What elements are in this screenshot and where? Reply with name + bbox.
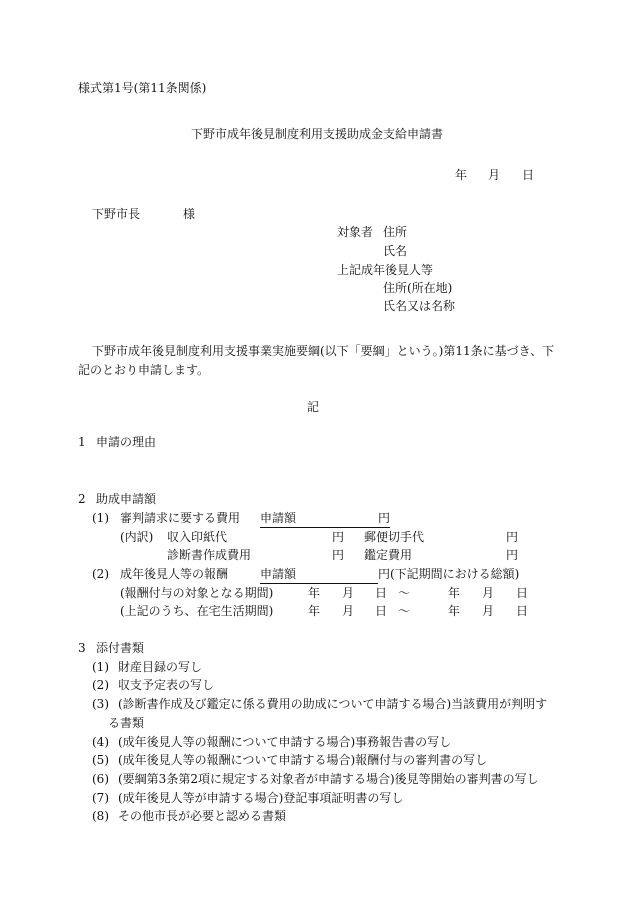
- intro-line-2: 記のとおり申請します。: [78, 363, 210, 377]
- item-1-number: (1): [92, 511, 109, 525]
- item-1-yen: 円: [378, 511, 391, 525]
- period-1-label: (報酬付与の対象となる期間): [120, 586, 274, 600]
- subject-label: 対象者: [337, 225, 374, 239]
- section-2-number: 2: [78, 492, 86, 506]
- item-2-yen-note: 円(下記期間における総額): [378, 567, 520, 581]
- attachment-8-number: (8): [92, 809, 109, 823]
- period-1-start-year: 年: [308, 586, 321, 600]
- intro-line-1: 下野市成年後見制度利用支援事業実施要綱(以下「要綱」という。)第11条に基づき、下: [92, 344, 555, 358]
- attachment-4-number: (4): [92, 735, 109, 749]
- postage-label: 郵便切手代: [364, 530, 425, 544]
- guardian-label: 上記成年後見人等: [337, 263, 434, 277]
- attachment-2-text: 収支予定表の写し: [118, 678, 215, 692]
- subject-address-label: 住所: [383, 225, 408, 239]
- period-1-end-year: 年: [448, 586, 461, 600]
- postage-yen: 円: [506, 530, 519, 544]
- period-1-tilde: 〜: [398, 586, 411, 600]
- addressee-honorific: 様: [183, 207, 196, 221]
- subject-name-label: 氏名: [383, 244, 408, 258]
- period-2-start-day: 日: [375, 604, 388, 618]
- section-3-number: 3: [78, 641, 86, 655]
- attachment-1-text: 財産目録の写し: [118, 660, 203, 674]
- date-year: 年: [455, 168, 468, 182]
- attachment-3-text: (診断書作成及び鑑定に係る費用の助成について申請する場合)当該費用が判明す: [118, 697, 548, 711]
- section-2-heading: 助成申請額: [96, 492, 157, 506]
- attachment-3-number: (3): [92, 697, 109, 711]
- guardian-name-label: 氏名又は名称: [383, 299, 456, 313]
- stamp-label: 収入印紙代: [167, 530, 228, 544]
- period-2-start-month: 月: [342, 604, 355, 618]
- form-number: 様式第1号(第11条関係): [78, 81, 207, 95]
- attachment-3-text-cont: る書類: [108, 716, 145, 730]
- period-1-end-day: 日: [516, 586, 529, 600]
- period-2-end-year: 年: [448, 604, 461, 618]
- period-2-tilde: 〜: [398, 604, 411, 618]
- item-2-amount-label: 申請額: [260, 566, 378, 584]
- attachment-6-number: (6): [92, 772, 109, 786]
- attachment-4-text: (成年後見人等の報酬について申請する場合)事務報告書の写し: [118, 735, 452, 749]
- attachment-7-text: (成年後見人等が申請する場合)登記事項証明書の写し: [118, 791, 404, 805]
- item-2-label: 成年後見人等の報酬: [120, 567, 229, 581]
- attachment-2-number: (2): [92, 678, 109, 692]
- attachment-1-number: (1): [92, 660, 109, 674]
- item-2-number: (2): [92, 567, 109, 581]
- period-2-end-day: 日: [516, 604, 529, 618]
- period-1-start-day: 日: [375, 586, 388, 600]
- addressee-name: 下野市長: [92, 207, 141, 221]
- appraisal-yen: 円: [506, 548, 519, 562]
- ki-heading: 記: [307, 400, 320, 414]
- item-1-amount-label: 申請額: [260, 510, 390, 528]
- period-1-start-month: 月: [342, 586, 355, 600]
- period-2-label: (上記のうち、在宅生活期間): [120, 604, 274, 618]
- period-2-start-year: 年: [308, 604, 321, 618]
- period-1-end-month: 月: [482, 586, 495, 600]
- attachment-5-text: (成年後見人等の報酬について申請する場合)報酬付与の審判書の写し: [118, 753, 488, 767]
- attachment-7-number: (7): [92, 791, 109, 805]
- date-month: 月: [488, 168, 501, 182]
- page-title: 下野市成年後見制度利用支援助成金支給申請書: [191, 127, 444, 141]
- stamp-yen: 円: [332, 530, 345, 544]
- diagnosis-yen: 円: [332, 548, 345, 562]
- section-1-heading: 申請の理由: [96, 435, 157, 449]
- breakdown-label: (内訳): [120, 530, 154, 544]
- attachment-5-number: (5): [92, 753, 109, 767]
- appraisal-label: 鑑定費用: [364, 548, 413, 562]
- period-2-end-month: 月: [482, 604, 495, 618]
- section-1-number: 1: [78, 435, 86, 449]
- item-1-label: 審判請求に要する費用: [120, 511, 241, 525]
- attachment-6-text: (要綱第3条第2項に規定する対象者が申請する場合)後見等開始の審判書の写し: [118, 772, 539, 786]
- attachment-8-text: その他市長が必要と認める書類: [118, 809, 287, 823]
- section-3-heading: 添付書類: [96, 641, 145, 655]
- guardian-address-label: 住所(所在地): [383, 281, 453, 295]
- diagnosis-label: 診断書作成費用: [167, 548, 252, 562]
- date-day: 日: [522, 168, 535, 182]
